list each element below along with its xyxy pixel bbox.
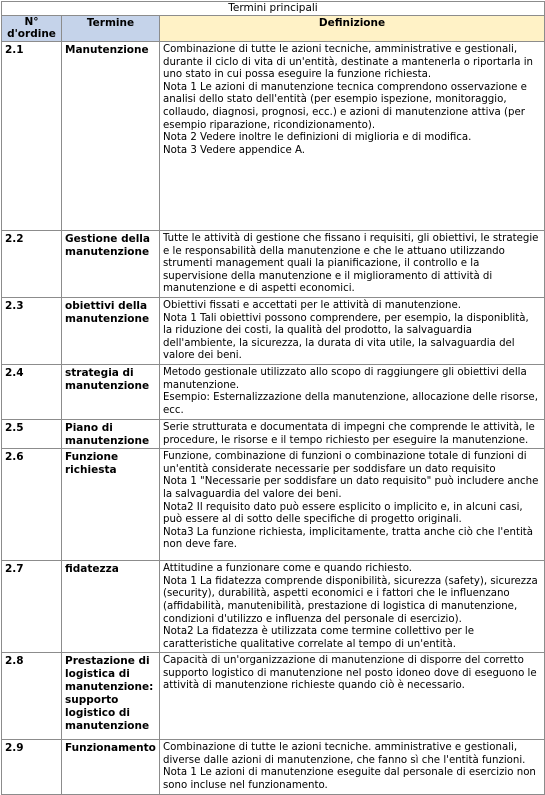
term-name: strategia di manutenzione	[62, 364, 160, 419]
term-definition	[160, 42, 545, 231]
term-definition	[160, 297, 545, 364]
term-definition	[160, 449, 545, 561]
term-definition	[160, 364, 545, 419]
definition-paragraph: Obiettivi fissati e accettati per le attività di manutenzione.	[163, 299, 461, 311]
definition-paragraph: Nota 1 "Necessarie per soddisfare un dato requisito" può includere anche la salvaguardia del valore dei beni.	[163, 476, 539, 500]
definition-paragraph: Nota 1 Le azioni di manutenzione tecnica comprendono osservazione e analisi dello stato dell'entità (per esempio ispezione, monitoraggio, collaudo, diagnosi, prognosi, ecc.) e azioni di manutenzione attiva (per esempio riparazione, ricondizionamento).	[163, 81, 527, 131]
table-title: Termini principali	[2, 2, 545, 16]
term-number: 2.6	[2, 449, 62, 561]
terms-table	[1, 1, 545, 795]
term-number: 2.9	[2, 740, 62, 794]
table-row	[2, 740, 545, 794]
term-definition	[160, 561, 545, 653]
definition-paragraph: Attitudine a funzionare come e quando richiesto.	[163, 563, 412, 575]
term-definition	[160, 419, 545, 448]
table-row	[2, 449, 545, 561]
term-number: 2.2	[2, 231, 62, 298]
definition-paragraph: Esempio: Esternalizzazione della manutenzione, allocazione delle risorse, ecc.	[163, 392, 538, 416]
term-name: Manutenzione	[62, 42, 160, 231]
definition-paragraph: Nota 1 Tali obiettivi possono comprendere, per esempio, la disponiblità, la riduzione dei costi, la qualità del prodotto, la salvaguardia dell'ambiente, la sicurezza, la durata di vita utile, la salvaguardia del valore dei beni.	[163, 312, 529, 362]
table-row	[2, 653, 545, 740]
definition-paragraph: Funzione, combinazione di funzioni o combinazione totale di funzioni di un'entità considerate necessarie per soddisfare un dato requisito	[163, 451, 527, 475]
term-name: Gestione della manutenzione	[62, 231, 160, 298]
definition-paragraph: Combinazione di tutte le azioni tecniche. amministrative e gestionali, diverse dalle azioni di manutenzione, che fanno sì che l'entità funzioni.	[163, 742, 526, 766]
term-definition	[160, 740, 545, 794]
definition-paragraph: Serie strutturata e documentata di impegni che comprende le attività, le procedure, le risorse e il tempo richiesto per eseguire la manutenzione.	[163, 421, 535, 446]
table-row	[2, 42, 545, 231]
definition-paragraph: Nota2 Il requisito dato può essere esplicito o implicito e, in alcuni casi, può essere al di sotto delle specifiche di progetto originali.	[163, 501, 523, 526]
table-header-row	[2, 16, 545, 42]
term-number: 2.4	[2, 364, 62, 419]
table-row	[2, 297, 545, 364]
term-name: Funzione richiesta	[62, 449, 160, 561]
header-term: Termine	[62, 16, 160, 42]
header-definition: Definizione	[160, 16, 545, 42]
header-number: N° d'ordine	[2, 16, 62, 42]
table-title-row	[2, 2, 545, 16]
term-definition	[160, 231, 545, 298]
table-row	[2, 231, 545, 298]
term-number: 2.8	[2, 653, 62, 740]
table-body	[2, 42, 545, 795]
term-name: fidatezza	[62, 561, 160, 653]
definition-paragraph: Capacità di un'organizzazione di manutenzione di disporre del corretto supporto logistico di manutenzione nel posto idoneo dove di eseguono le attività di manutenzione richieste quando ciò è necessario.	[163, 655, 537, 692]
term-definition	[160, 653, 545, 740]
definition-paragraph: Nota 3 Vedere appendice A.	[163, 144, 306, 156]
table-row	[2, 364, 545, 419]
definition-paragraph: Nota 1 Le azioni di manutenzione eseguite dal personale di esercizio non sono incluse nel funzionamento.	[163, 767, 536, 792]
term-name: obiettivi della manutenzione	[62, 297, 160, 364]
term-number: 2.5	[2, 419, 62, 448]
term-name: Prestazione di logistica di manutenzione: supporto logistico di manutenzione	[62, 653, 160, 740]
table-row	[2, 419, 545, 448]
definition-paragraph: Metodo gestionale utilizzato allo scopo di raggiungere gli obiettivi della manutenzione.	[163, 366, 527, 391]
term-number: 2.3	[2, 297, 62, 364]
definition-paragraph: Nota 2 Vedere inoltre le definizioni di miglioria e di modifica.	[163, 132, 472, 144]
definition-paragraph: Nota3 La funzione richiesta, implicitamente, tratta anche ciò che l'entità non deve fare.	[163, 526, 534, 551]
definition-paragraph: Tutte le attività di gestione che fissano i requisiti, gli obiettivi, le strategie e le responsabilità della manutenzione e che le attuano utilizzando strumenti management quali la pianificazione, il controllo e la supervisione della manutenzione e il miglioramento di attività di manutenzione e di aspetti economici.	[163, 233, 539, 295]
definition-paragraph: Nota2 La fidatezza è utilizzata come termine collettivo per le caratteristiche qualitative correlate al tempo di un'entità.	[163, 626, 474, 650]
term-name: Piano di manutenzione	[62, 419, 160, 448]
definition-paragraph: Combinazione di tutte le azioni tecniche, amministrative e gestionali, durante il ciclo di vita di un'entità, destinate a mantenerla o riportarla in uno stato in cui possa eseguire la funzione richiesta.	[163, 44, 533, 81]
term-number: 2.1	[2, 42, 62, 231]
table-row	[2, 561, 545, 653]
term-name: Funzionamento	[62, 740, 160, 794]
definition-paragraph: Nota 1 La fidatezza comprende disponibilità, sicurezza (safety), sicurezza (security), durabilità, aspetti economici e i fattori che le influenzano (affidabilità, manutenibilità, prestazione di logistica di manutenzione, condizioni d'utilizzo e influenza del personale di esercizio).	[163, 575, 538, 625]
term-number: 2.7	[2, 561, 62, 653]
